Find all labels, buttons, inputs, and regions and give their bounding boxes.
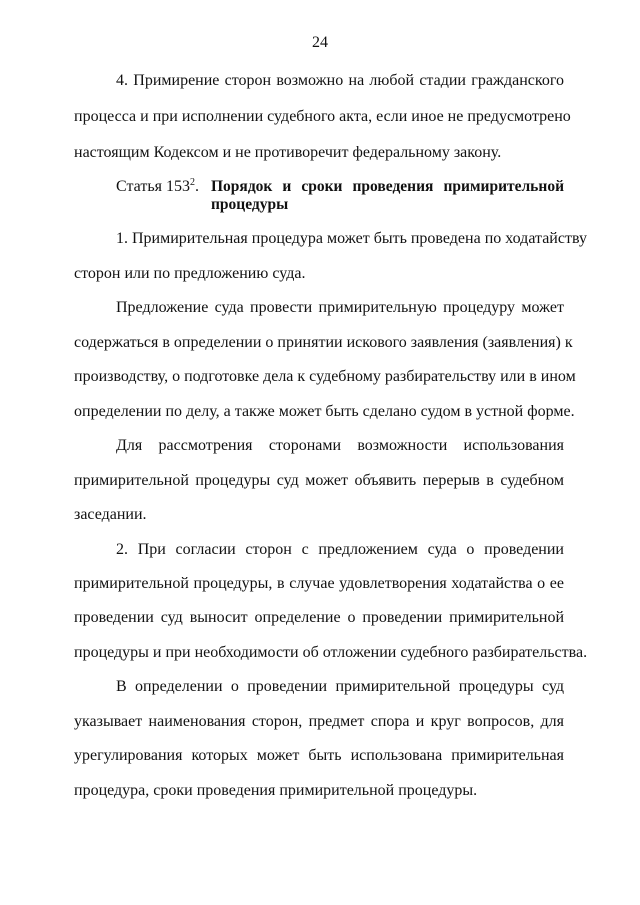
page-number: 24 — [312, 34, 328, 51]
article-title-line-1: Порядок и сроки проведения примирительной — [211, 178, 564, 195]
paragraph-1b-line-2: содержаться в определении о принятии искового заявления (заявления) к — [74, 334, 573, 351]
paragraph-1c-line-3: заседании. — [74, 506, 147, 523]
article-title-line-2: процедуры — [211, 196, 289, 213]
paragraph-2b-line-3: урегулирования которых может быть использована примирительная — [74, 747, 564, 764]
paragraph-1c-line-1: Для рассмотрения сторонами возможности использования — [116, 437, 564, 454]
paragraph-2b-line-4: процедура, сроки проведения примирительной процедуры. — [74, 782, 478, 799]
paragraph-1b-line-4: определении по делу, а также может быть сделано судом в устной форме. — [74, 403, 575, 420]
paragraph-1-line-1: 1. Примирительная процедура может быть проведена по ходатайству — [116, 230, 587, 247]
paragraph-4-line-1: 4. Примирение сторон возможно на любой стадии гражданского — [116, 72, 564, 89]
paragraph-4-line-2: процесса и при исполнении судебного акта, если иное не предусмотрено — [74, 108, 571, 125]
paragraph-2-line-4: процедуры и при необходимости об отложении судебного разбирательства. — [74, 644, 588, 661]
paragraph-1c-line-2: примирительной процедуры суд может объявить перерыв в судебном — [74, 472, 564, 489]
paragraph-1b-line-3: производству, о подготовке дела к судебному разбирательству или в ином — [74, 368, 576, 385]
paragraph-1-line-2: сторон или по предложению суда. — [74, 265, 306, 282]
paragraph-2b-line-1: В определении о проведении примирительной процедуры суд — [116, 678, 564, 695]
paragraph-2-line-2: примирительной процедуры, в случае удовлетворения ходатайства о ее — [74, 575, 564, 592]
paragraph-2-line-3: проведении суд выносит определение о проведении примирительной — [74, 609, 564, 626]
paragraph-4-line-3: настоящим Кодексом и не противоречит федеральному закону. — [74, 144, 502, 161]
paragraph-2b-line-2: указывает наименования сторон, предмет спора и круг вопросов, для — [74, 713, 564, 730]
article-label: Статья $153^2$. — [116, 177, 199, 195]
paragraph-2-line-1: 2. При согласии сторон с предложением суда о проведении — [116, 541, 564, 558]
paragraph-1b-line-1: Предложение суда провести примирительную процедуру может — [116, 299, 564, 316]
